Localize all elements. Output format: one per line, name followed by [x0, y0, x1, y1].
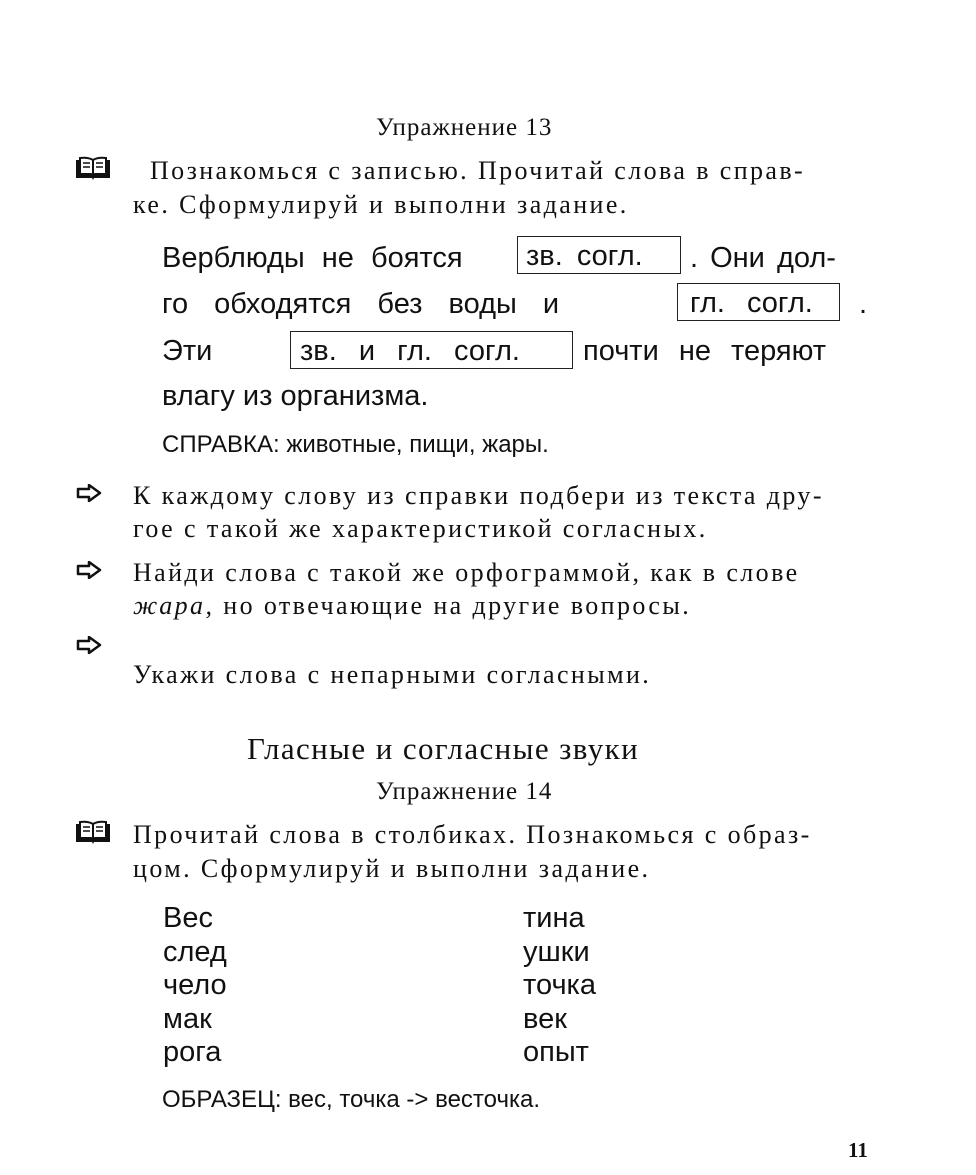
story-line-1-end: . Они дол-	[690, 242, 836, 274]
exercise-14-instruction-line-1: Прочитай слова в столбиках. Познакомься с образ-	[133, 820, 812, 849]
arrow-right-icon	[76, 484, 102, 502]
section-title: Гласные и согласные звуки	[247, 731, 640, 766]
story-line-3-text: Эти	[162, 335, 213, 367]
book-icon	[74, 820, 112, 846]
book-icon	[74, 156, 112, 182]
story-line-4-text: влагу из организма.	[162, 380, 429, 412]
task-2-line-1: Найди слова с такой же орфограммой, как в слове	[133, 558, 800, 587]
word-item: Вес	[163, 902, 213, 934]
reference-text: СПРАВКА: животные, пищи, жары.	[162, 431, 549, 458]
word-item: чело	[163, 969, 227, 1001]
story-box-2-label: гл. согл.	[690, 287, 813, 319]
story-box-3	[290, 331, 573, 369]
exercise-14-title: Упражнение 14	[376, 778, 553, 805]
story-line-2-end: .	[859, 288, 868, 320]
exercise-13-instruction-line-2: ке. Сформулируй и выполни задание.	[133, 190, 629, 219]
exercise-13-title: Упражнение 13	[376, 114, 553, 141]
page-number: 11	[848, 1138, 868, 1162]
arrow-right-icon	[76, 561, 102, 579]
word-item: ушки	[523, 935, 590, 968]
word-item: век	[523, 1002, 567, 1035]
story-line-3-end: почти не теряют	[583, 335, 827, 367]
story-line-2-text: го обходятся без воды и	[162, 288, 560, 320]
word-column-left	[163, 902, 227, 1070]
word-item: след	[163, 935, 227, 968]
arrow-right-icon	[76, 636, 102, 654]
story-line-1-text: Верблюды не боятся	[162, 242, 463, 274]
story-box-2	[677, 283, 840, 321]
task-1-line-2: гое с такой же характеристикой согласных.	[133, 514, 708, 543]
story-box-3-label: зв. и гл. согл.	[300, 335, 520, 367]
task-2-italic-word: жара,	[133, 591, 215, 620]
word-item: точка	[523, 969, 597, 1001]
sample-text: ОБРАЗЕЦ: вес, точка -> весточка.	[162, 1086, 540, 1113]
task-3-line-2: Укажи слова с непарными согласными.	[133, 660, 652, 689]
story-box-1	[517, 236, 681, 274]
word-item: мак	[163, 1002, 212, 1035]
task-2-line-2	[133, 589, 691, 622]
exercise-14-instruction-line-2: цом. Сформулируй и выполни задание.	[133, 854, 651, 883]
story-box-1-label: зв. согл.	[526, 240, 643, 272]
word-item: тина	[523, 902, 585, 934]
exercise-13-instruction-line-1: Познакомься с записью. Прочитай слова в справ-	[150, 156, 806, 185]
task-2-line-2-rest: но отвечающие на другие вопросы.	[223, 591, 692, 620]
word-item: опыт	[523, 1036, 589, 1068]
task-1-line-1: К каждому слову из справки подбери из текста дру-	[133, 481, 824, 510]
word-column-right	[523, 902, 596, 1070]
word-item: рога	[163, 1036, 222, 1068]
